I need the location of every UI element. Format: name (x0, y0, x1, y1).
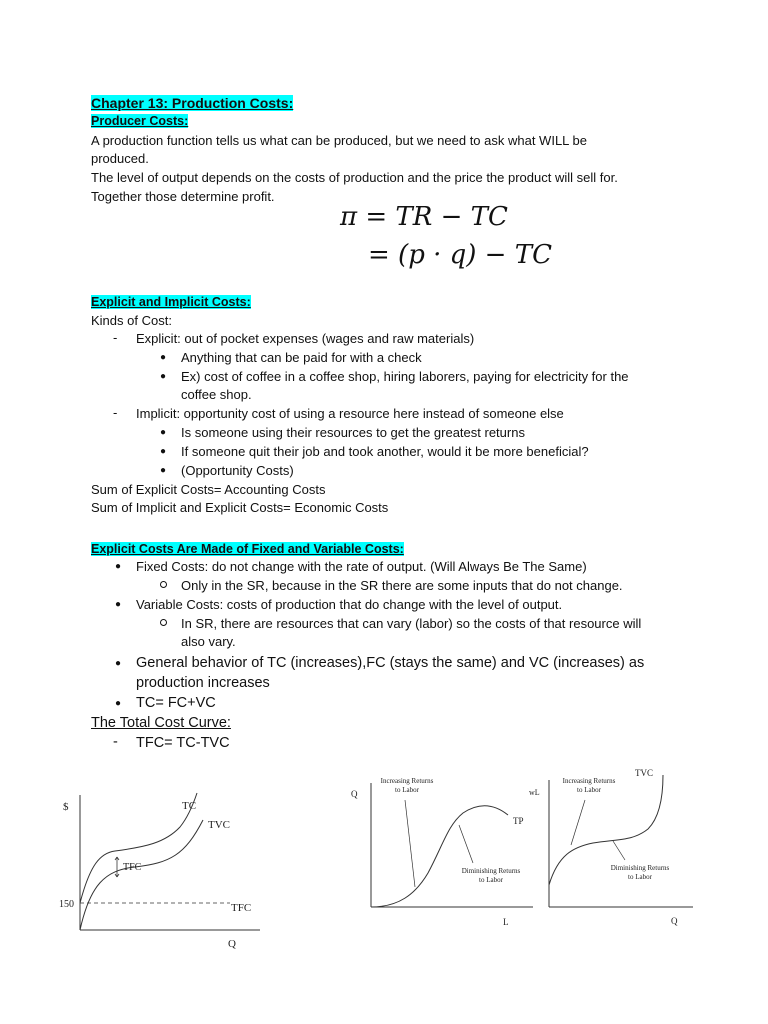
annotation-line: to Labor (628, 873, 652, 881)
y-axis-label: $ (63, 801, 69, 813)
list-item: Explicit: out of pocket expenses (wages and raw materials) (136, 331, 475, 346)
producer-costs-heading: Producer Costs: (91, 114, 189, 128)
bullet-marker: ● (115, 561, 122, 572)
annotation-line: Increasing Returns (562, 777, 616, 785)
bullet-marker: ● (115, 658, 122, 669)
profit-equation-line1: π = TR − TC (340, 202, 508, 232)
tvc-label: TVC (208, 819, 230, 831)
list-item: Fixed Costs: do not change with the rate of output. (Will Always Be The Same) (136, 559, 587, 574)
tc-label: TC (182, 800, 197, 812)
explicit-implicit-heading: Explicit and Implicit Costs: (91, 295, 251, 309)
page-title: Chapter 13: Production Costs: (91, 95, 294, 111)
fixed-variable-heading: Explicit Costs Are Made of Fixed and Variable Costs: (91, 542, 404, 556)
profit-equation-line2: = (p · q) − TC (368, 240, 552, 270)
x-axis-label: Q (228, 938, 236, 950)
tp-label: TP (513, 816, 524, 826)
list-item: TC= FC+VC (136, 695, 216, 711)
kinds-of-cost: Kinds of Cost: (91, 313, 172, 328)
annotation-line: to Labor (479, 876, 503, 884)
paragraph-line: Together those determine profit. (91, 189, 275, 204)
dash-marker: - (113, 734, 118, 750)
paragraph-line: produced. (91, 151, 149, 166)
tvc-curve (80, 820, 203, 930)
paragraph-line: Sum of Explicit Costs= Accounting Costs (91, 482, 326, 497)
list-item-continued: also vary. (181, 634, 236, 649)
paragraph-line: The level of output depends on the costs of production and the price the product will sell for. (91, 170, 618, 185)
bullet-marker: ● (160, 352, 167, 363)
total-cost-graph (45, 775, 270, 960)
total-cost-curve-heading: The Total Cost Curve: (91, 715, 231, 731)
list-item-continued: coffee shop. (181, 387, 252, 402)
x-axis-label: L (503, 917, 509, 927)
list-item: Ex) cost of coffee in a coffee shop, hiring laborers, paying for electricity for the (181, 369, 629, 384)
annotation-line: Diminishing Returns (610, 864, 670, 872)
paragraph-line: Sum of Implicit and Explicit Costs= Economic Costs (91, 500, 389, 515)
bullet-marker: ● (160, 427, 167, 438)
list-item: In SR, there are resources that can vary (labor) so the costs of that resource will (181, 616, 642, 631)
bullet-marker: ● (160, 465, 167, 476)
dash-marker: - (113, 330, 118, 345)
list-item: If someone quit their job and took another, would it be more beneficial? (181, 444, 589, 459)
list-item-continued: production increases (136, 675, 270, 691)
annotation-line: Diminishing Returns (461, 867, 521, 875)
bullet-marker: ● (160, 446, 167, 457)
bullet-marker: ● (115, 599, 122, 610)
tvc-label: TVC (635, 768, 653, 778)
list-item: Is someone using their resources to get the greatest returns (181, 425, 525, 440)
list-item: Implicit: opportunity cost of using a resource here instead of someone else (136, 406, 564, 421)
x-axis-label: Q (671, 916, 678, 926)
circle-bullet-marker (160, 581, 167, 588)
annotation-line: to Labor (395, 786, 419, 794)
y-axis-label: Q (351, 789, 358, 799)
dash-marker: - (113, 405, 118, 420)
list-item: TFC= TC-TVC (136, 735, 230, 751)
list-item: Variable Costs: costs of production that do change with the level of output. (136, 597, 563, 612)
annotation-line: to Labor (577, 786, 601, 794)
bullet-marker: ● (115, 698, 122, 709)
tfc-line-label: TFC (231, 902, 252, 914)
tfc-bracket-label: TFC (123, 862, 142, 873)
annotation-line: Increasing Returns (380, 777, 434, 785)
y-axis-label: wL (529, 788, 540, 797)
bullet-marker: ● (160, 371, 167, 382)
circle-bullet-marker (160, 619, 167, 626)
list-item: Anything that can be paid for with a check (181, 350, 422, 365)
list-item: Only in the SR, because in the SR there are some inputs that do not change. (181, 578, 623, 593)
list-item: (Opportunity Costs) (181, 463, 294, 478)
value-150-label: 150 (59, 899, 74, 910)
production-cost-graphs (333, 745, 703, 940)
list-item: General behavior of TC (increases),FC (stays the same) and VC (increases) as (136, 655, 645, 671)
paragraph-line: A production function tells us what can be produced, but we need to ask what WILL be (91, 133, 587, 148)
